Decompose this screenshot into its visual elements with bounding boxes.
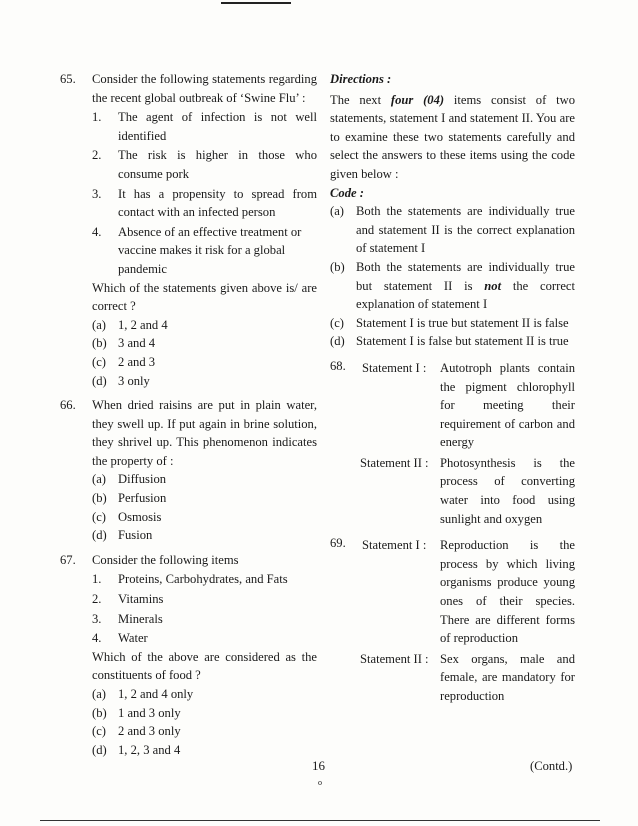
- statement-1: Statement I : Autotroph plants contain the pigment chlorophyll for meeting their requirement of carbon and energy: [362, 360, 575, 450]
- option-b[interactable]: (b) Perfusion: [92, 491, 167, 506]
- question-prompt: Which of the statements given above is/ are correct ?: [92, 280, 317, 314]
- list-item: 1. Proteins, Carbohydrates, and Fats: [92, 572, 288, 587]
- question-number: 67.: [60, 552, 76, 567]
- list-item: 1. The agent of infection is not well identified: [92, 110, 317, 143]
- list-item: 4. Water: [92, 631, 148, 646]
- code-a: (a) Both the statements are individually true and statement II is the correct explanation of statement I: [330, 204, 575, 256]
- question-prompt: Which of the above are considered as the constituents of food ?: [92, 649, 317, 683]
- question-65: [60, 70, 317, 390]
- option-d[interactable]: (d) Fusion: [92, 528, 153, 543]
- question-number: 66.: [60, 398, 76, 413]
- question-67: [60, 551, 317, 760]
- option-a[interactable]: (a) 1, 2 and 4: [92, 317, 168, 332]
- option-b[interactable]: (b) 1 and 3 only: [92, 705, 181, 720]
- question-stem: Consider the following items: [92, 552, 239, 567]
- question-number: 68.: [330, 358, 346, 373]
- question-number: 69.: [330, 536, 346, 551]
- right-column: [330, 70, 575, 712]
- left-column: [60, 70, 317, 765]
- top-rule: [221, 2, 291, 4]
- code-d: (d) Statement I is false but statement II is true: [330, 334, 569, 349]
- statement-1: Statement I : Reproduction is the process by which living organisms produce young ones of their species. There are different forms of reproduction: [362, 538, 575, 646]
- directions-text: The next four (04) items consist of two statements, statement I and statement II. You are to examine these two statements carefully and select the answers to these items using the code given below :: [330, 92, 575, 181]
- option-d[interactable]: (d) 1, 2, 3 and 4: [92, 742, 181, 757]
- question-stem: When dried raisins are put in plain water, they swell up. If put again in brine solution, they shrivel up. This phenomenon indicates the property of :: [92, 398, 317, 468]
- option-c[interactable]: (c) Osmosis: [92, 509, 162, 524]
- option-c[interactable]: (c) 2 and 3 only: [92, 724, 181, 739]
- page-mark: o: [318, 778, 322, 787]
- directions-heading: Directions :: [330, 72, 392, 86]
- question-stem: Consider the following statements regarding the recent global outbreak of ‘Swine Flu’ :: [92, 72, 317, 105]
- option-a[interactable]: (a) Diffusion: [92, 472, 167, 487]
- code-heading: Code :: [330, 185, 364, 200]
- list-item: 2. The risk is higher in those who consume pork: [92, 148, 317, 181]
- option-b[interactable]: (b) 3 and 4: [92, 336, 156, 351]
- bottom-rule: [40, 820, 600, 821]
- option-a[interactable]: (a) 1, 2 and 4 only: [92, 687, 194, 701]
- question-66: [60, 396, 317, 545]
- page-number: 16: [312, 758, 325, 773]
- question-69: [330, 534, 575, 705]
- list-item: 3. Minerals: [92, 611, 163, 626]
- statement-2: Statement II : Photosynthesis is the process of converting water into food using sunlight and oxygen: [360, 455, 575, 526]
- statement-2: Statement II : Sex organs, male and female, are mandatory for reproduction: [360, 651, 575, 703]
- option-d[interactable]: (d) 3 only: [92, 373, 150, 388]
- list-item: 3. It has a propensity to spread from contact with an infected person: [92, 186, 317, 220]
- option-c[interactable]: (c) 2 and 3: [92, 354, 156, 369]
- list-item: 2. Vitamins: [92, 592, 164, 607]
- code-c: (c) Statement I is true but statement II is false: [330, 315, 569, 330]
- question-number: 65.: [60, 72, 76, 86]
- list-item: 4. Absence of an effective treatment or vaccine makes it risk for a global pandemic: [92, 224, 302, 276]
- question-68: [330, 357, 575, 528]
- code-b: (b) Both the statements are individually true but statement II is not the correct explanation of statement I: [330, 259, 575, 312]
- continued-label: (Contd.): [530, 759, 573, 773]
